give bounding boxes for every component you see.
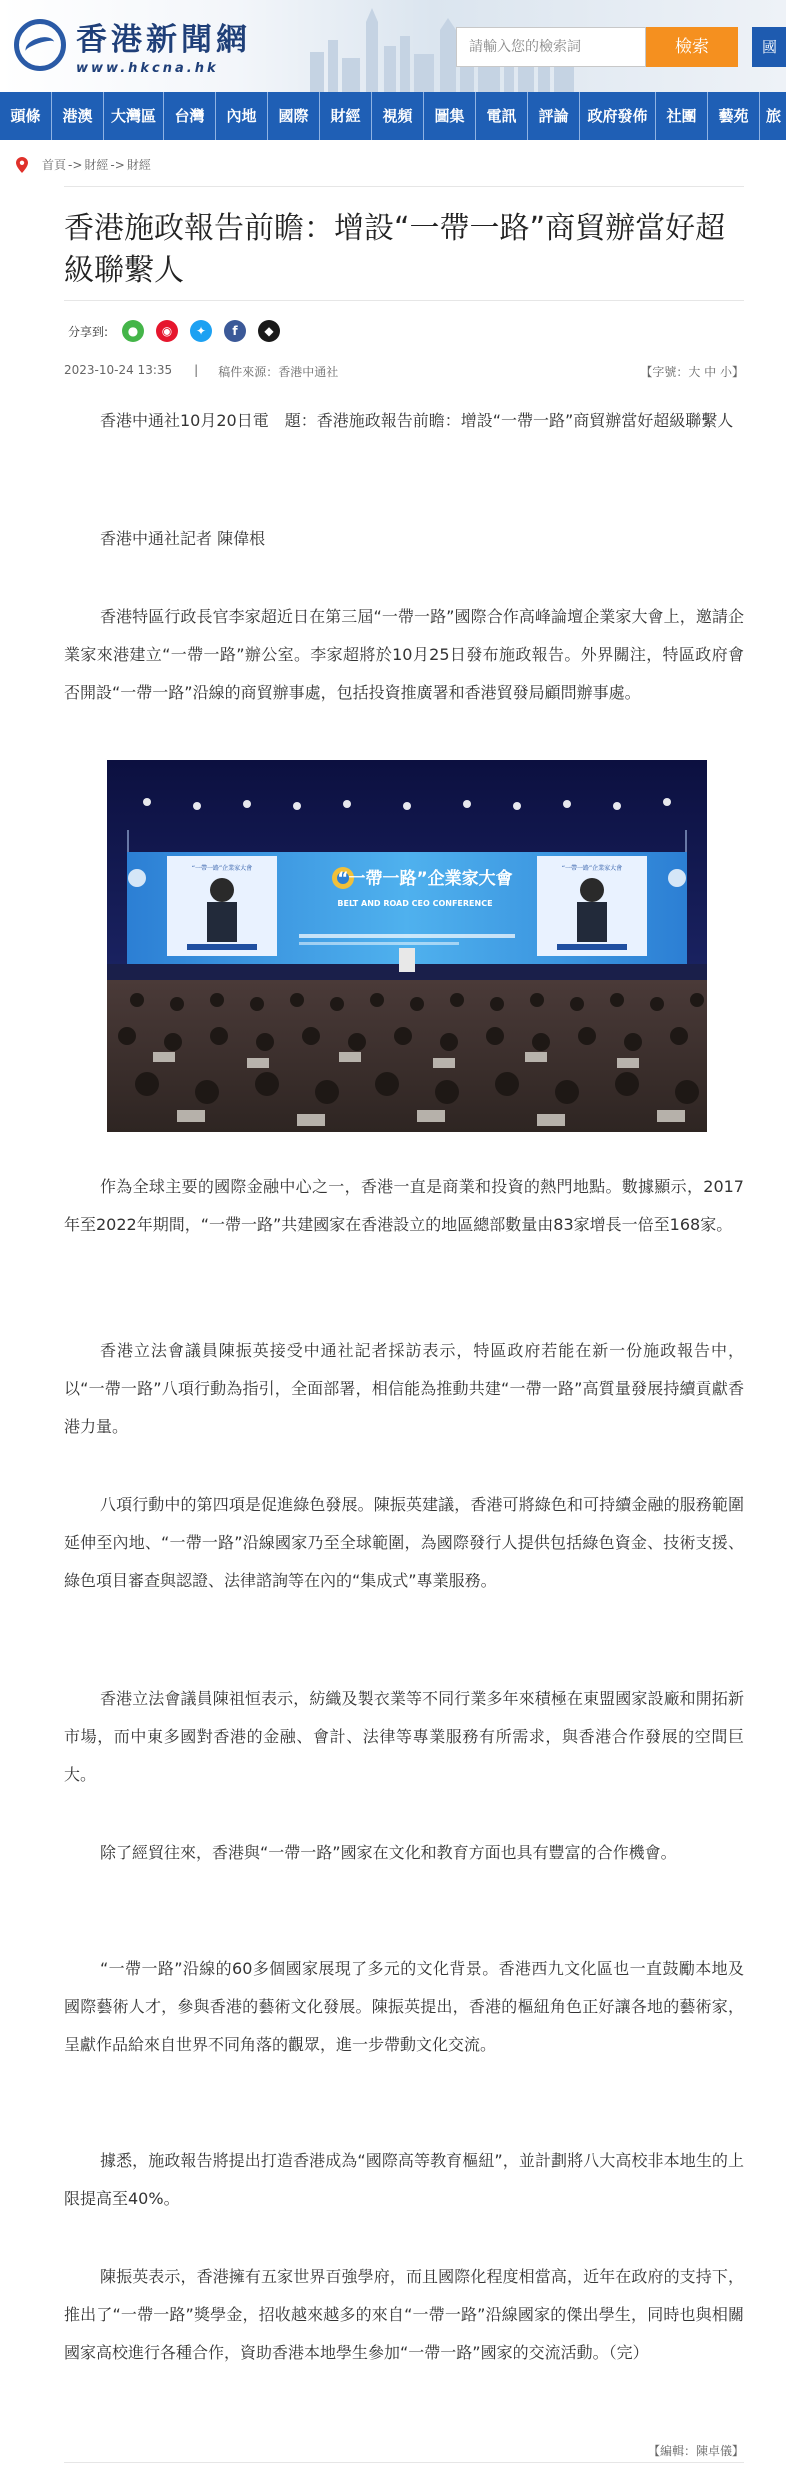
breadcrumb-separator: -> (68, 157, 83, 172)
site-logo[interactable] (14, 14, 251, 76)
twitter-icon[interactable]: ✦ (190, 320, 212, 342)
article-paragraph: 香港特區行政長官李家超近日在第三屆“一帶一路”國際合作高峰論壇企業家大會上，邀請企業家來港建立“一帶一路”辦公室。李家超將於10月25日發布施政報告。外界關注，特區政府會否開設“一帶一路”沿線的商貿辦事處，包括投資推廣署和香港貿發局顧問辦事處。 (64, 607, 744, 702)
nav-item-gallery[interactable]: 圖集 (424, 92, 476, 140)
nav-item-associations[interactable]: 社團 (656, 92, 708, 140)
main-nav (0, 92, 786, 140)
article-title: 香港施政報告前瞻：增設“一帶一路”商貿辦當好超級聯繫人 (64, 211, 726, 288)
nav-item-greater-bay[interactable]: 大灣區 (104, 92, 164, 140)
photo-screen-caption: “一帶一路”企業家大會 (191, 865, 253, 872)
wechat-icon[interactable]: ● (122, 320, 144, 342)
article-photo (107, 760, 707, 1132)
nav-item-travel[interactable]: 旅 (766, 107, 782, 125)
nav-item-video[interactable]: 視頻 (372, 92, 424, 140)
divider (64, 2462, 744, 2463)
logo-chinese-name: 香港新聞網 (76, 22, 251, 58)
article-meta (64, 363, 338, 380)
editor-credit: 【編輯：陳卓儀】 (647, 2444, 744, 2458)
nav-item-arts[interactable]: 藝苑 (708, 92, 760, 140)
nav-item-finance[interactable]: 財經 (320, 92, 372, 140)
article-paragraph: 八項行動中的第四項是促進綠色發展。陳振英建議，香港可將綠色和可持續金融的服務範圍延伸至內地、“一帶一路”沿線國家乃至全球範圍，為國際發行人提供包括綠色資金、技術支援、綠色項目審查與認證、法律諮詢等在內的“集成式”專業服務。 (64, 1495, 744, 1590)
publish-date: 2023-10-24 13:35 (64, 363, 173, 377)
article-paragraph: 陳振英表示，香港擁有五家世界百強學府，而且國際化程度相當高，近年在政府的支持下，推出了“一帶一路”獎學金，招收越來越多的來自“一帶一路”沿線國家的傑出學生，同時也與相關國家高校進行各種合作，資助香港本地學生參加“一帶一路”國家的交流活動。（完） (64, 2267, 744, 2362)
breadcrumb-section[interactable]: 財經 (84, 158, 109, 172)
divider (64, 186, 744, 187)
photo-screen-caption: “一帶一路”企業家大會 (561, 865, 623, 872)
breadcrumb-separator: -> (110, 157, 125, 172)
search-button[interactable]: 檢索 (646, 27, 738, 67)
article-paragraph: 香港中通社10月20日電 題：香港施政報告前瞻：增設“一帶一路”商貿辦當好超級聯繫人 (100, 411, 734, 430)
article-source: 稿件來源：香港中通社 (218, 365, 339, 379)
nav-item-taiwan[interactable]: 台灣 (164, 92, 216, 140)
nav-item-mainland[interactable]: 內地 (216, 92, 268, 140)
font-size-control[interactable]: 【字號：大 中 小】 (640, 365, 744, 379)
search-input[interactable]: 請輸入您的檢索詞 (456, 27, 646, 67)
menu-button[interactable]: 國 (752, 27, 786, 67)
site-header (0, 0, 786, 92)
photo-banner-subtitle: BELT AND ROAD CEO CONFERENCE (337, 899, 493, 908)
logo-url: www.hkcna.hk (76, 61, 219, 76)
share-label: 分享到: (68, 324, 109, 339)
article-paragraph: 除了經貿往來，香港與“一帶一路”國家在文化和教育方面也具有豐富的合作機會。 (100, 1843, 677, 1862)
nav-item-headlines[interactable]: 頭條 (0, 92, 52, 140)
breadcrumb-home[interactable]: 首頁 (42, 158, 67, 172)
article-paragraph: 香港立法會議員陳振英接受中通社記者採訪表示，特區政府若能在新一份施政報告中，以“一帶一路”八項行動為指引，全面部署，相信能為推動共建“一帶一路”高質量發展持續貢獻香港力量。 (64, 1341, 744, 1436)
qq-icon[interactable]: ◆ (258, 320, 280, 342)
share-bar (68, 320, 292, 342)
article-byline: 香港中通社記者 陳偉根 (100, 529, 266, 548)
article-paragraph: 作為全球主要的國際金融中心之一，香港一直是商業和投資的熱門地點。數據顯示，2017年至2022年期間，“一帶一路”共建國家在香港設立的地區總部數量由83家增長一倍至168家。 (64, 1177, 744, 1234)
weibo-icon[interactable]: ◉ (156, 320, 178, 342)
facebook-icon[interactable]: f (224, 320, 246, 342)
nav-item-hk-macau[interactable]: 港澳 (52, 92, 104, 140)
divider (64, 300, 744, 301)
article-paragraph: “一帶一路”沿線的60多個國家展現了多元的文化背景。香港西九文化區也一直鼓勵本地及國際藝術人才，參與香港的藝術文化發展。陳振英提出，香港的樞紐角色正好讓各地的藝術家，呈獻作品給來自世界不同角落的觀眾，進一步帶動文化交流。 (64, 1959, 744, 2054)
article-paragraph: 香港立法會議員陳祖恒表示，紡織及製衣業等不同行業多年來積極在東盟國家設廠和開拓新市場，而中東多國對香港的金融、會計、法律等專業服務有所需求，與香港合作發展的空間巨大。 (64, 1689, 744, 1784)
nav-item-telegraph[interactable]: 電訊 (476, 92, 528, 140)
location-pin-icon (16, 157, 28, 173)
breadcrumb (16, 156, 153, 173)
meta-separator: | (194, 363, 199, 377)
nav-item-government[interactable]: 政府發佈 (580, 92, 656, 140)
photo-banner-title: “一帶一路”企業家大會 (337, 869, 513, 889)
nav-item-international[interactable]: 國際 (268, 92, 320, 140)
logo-mark-icon (14, 19, 66, 71)
breadcrumb-subsection[interactable]: 財經 (126, 158, 151, 172)
nav-item-commentary[interactable]: 評論 (528, 92, 580, 140)
article-paragraph: 據悉，施政報告將提出打造香港成為“國際高等教育樞紐”，並計劃將八大高校非本地生的上限提高至40%。 (64, 2151, 744, 2208)
